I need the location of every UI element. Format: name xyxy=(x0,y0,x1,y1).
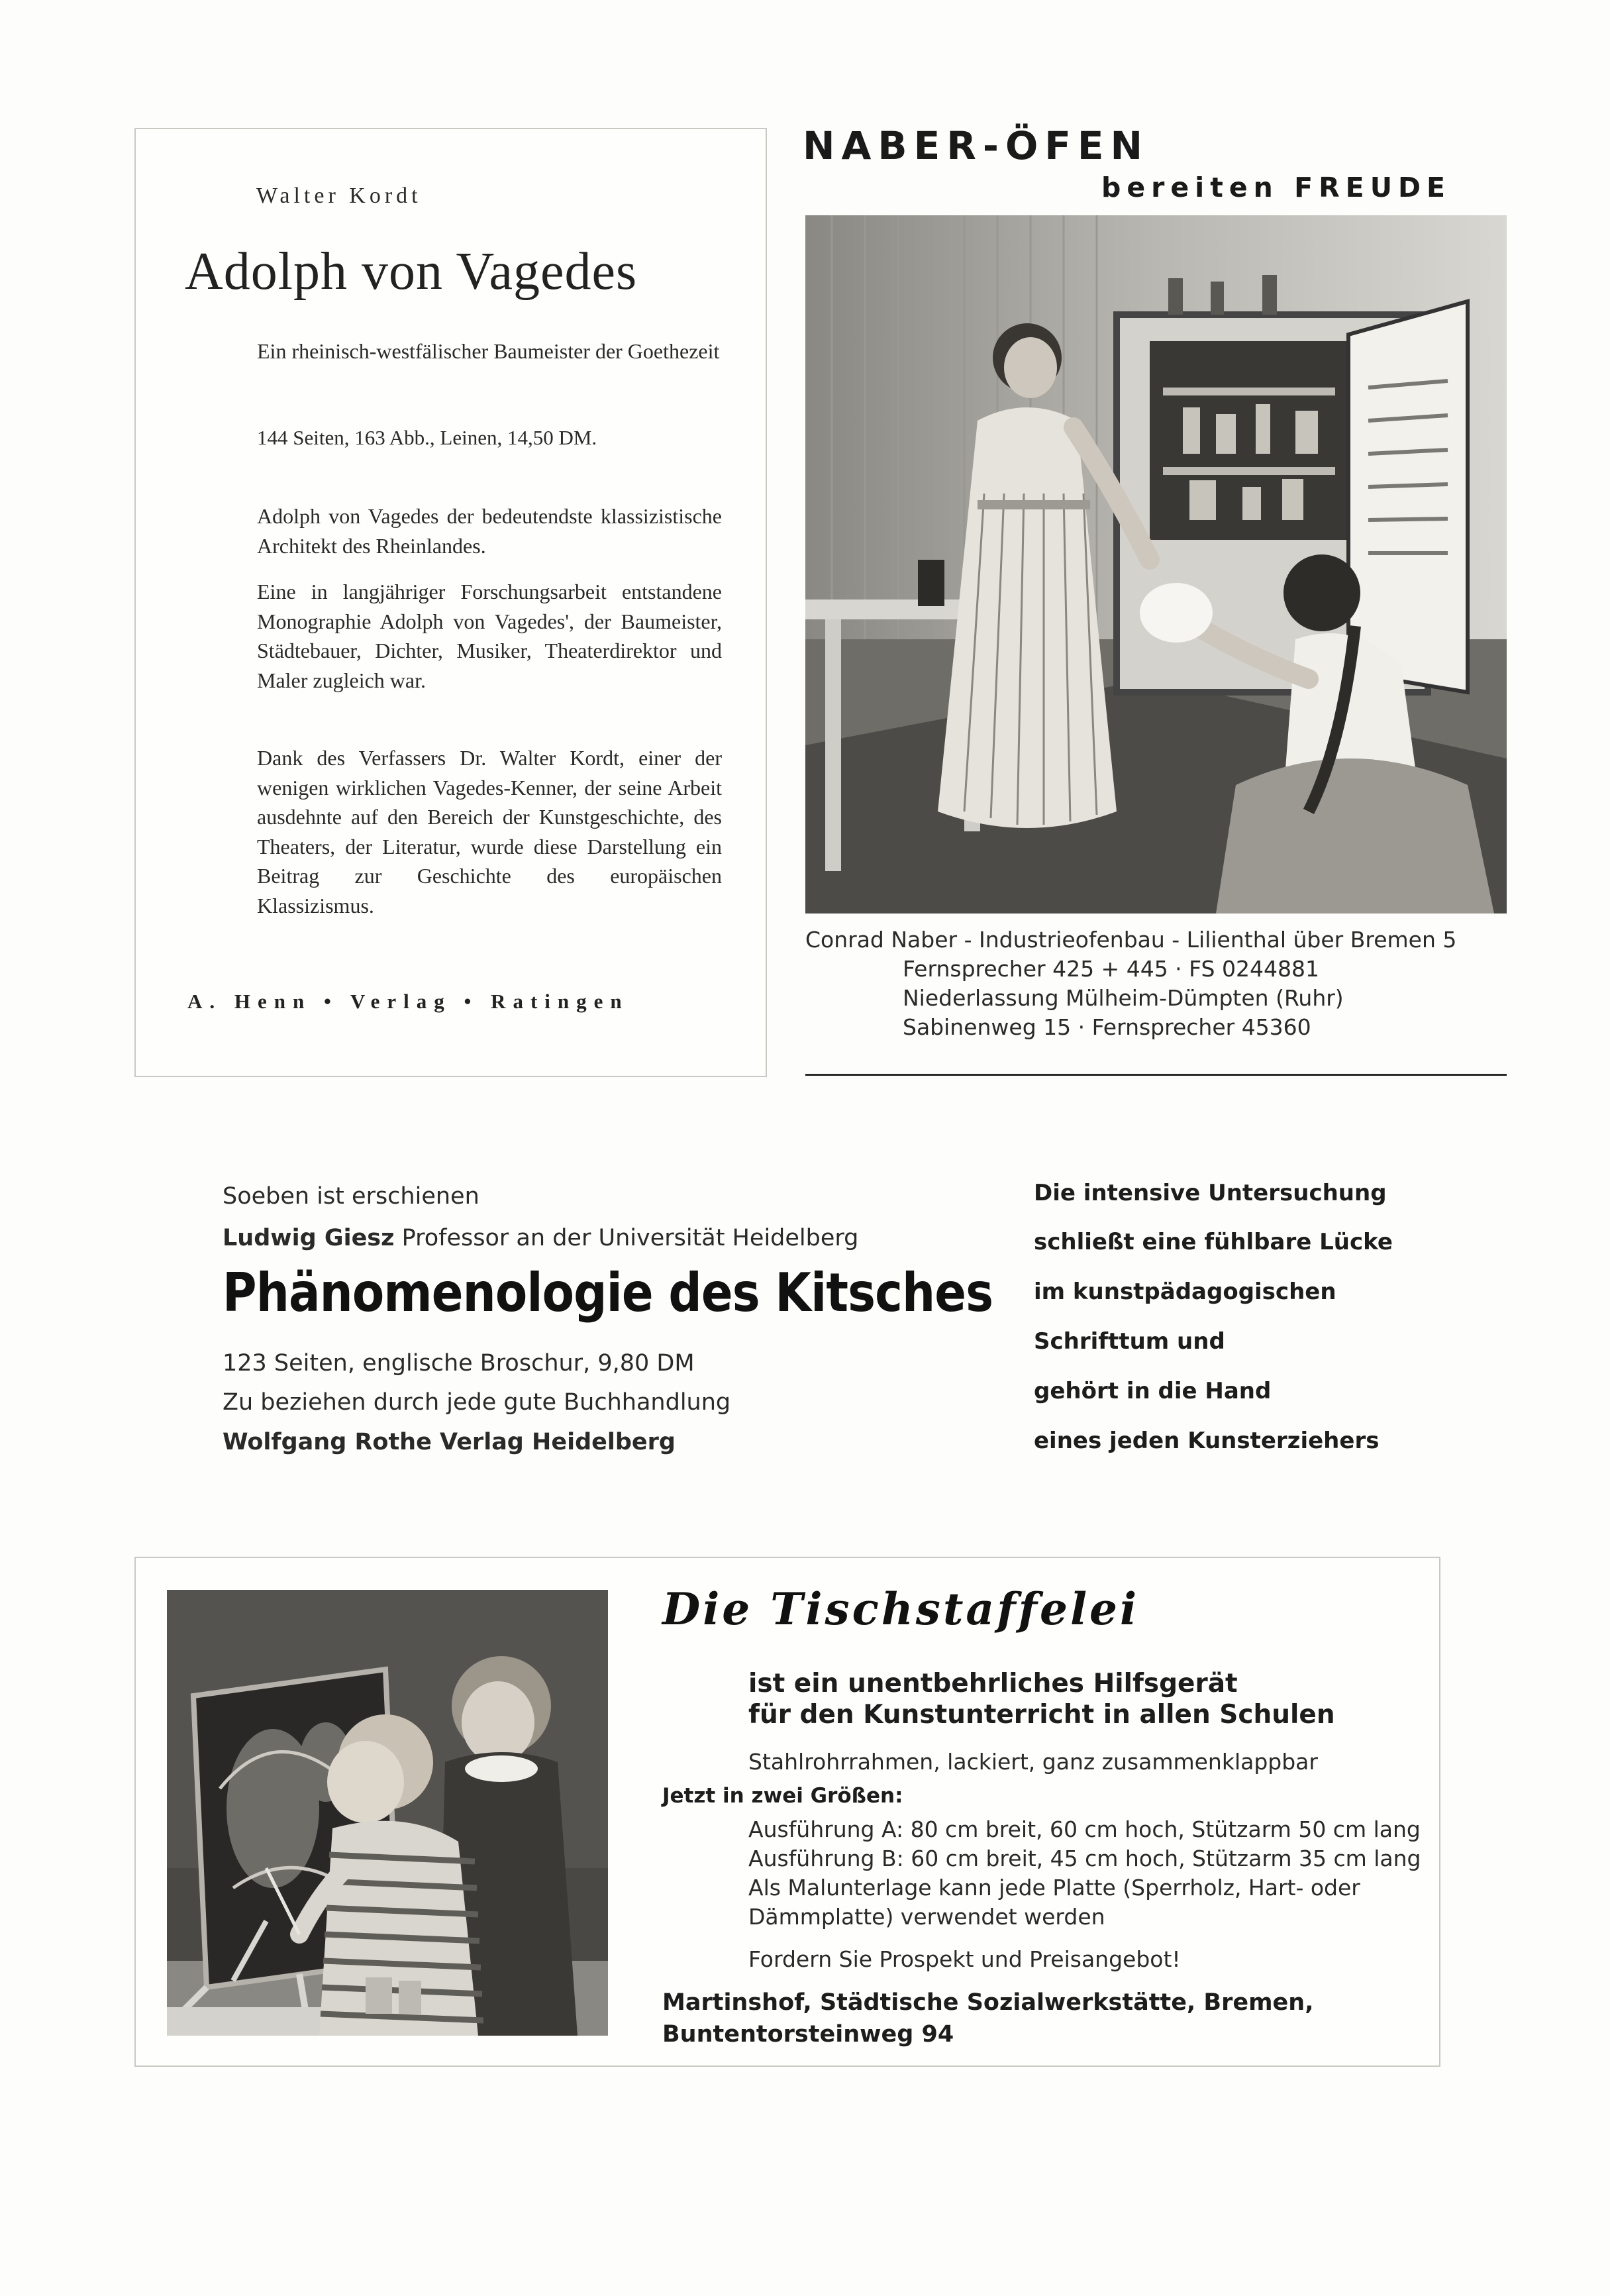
easel-photo-illustration xyxy=(167,1590,608,2036)
book-author: Walter Kordt xyxy=(256,183,422,208)
kiln-photo-illustration xyxy=(805,215,1507,913)
description-paragraph: Eine in langjähriger Forschungsarbeit entstandene Monographie Adolph von Vagedes', der Baumeister, Städtebauer, Dichter, Musiker, Theaterdirektor und Maler zugleich war. xyxy=(257,580,722,692)
giesz-side-text-line: eines jeden Kunsterziehers xyxy=(1034,1428,1380,1454)
naber-branch-line: Niederlassung Mülheim-Dümpten (Ruhr) xyxy=(903,985,1344,1011)
tisch-organization-address: Buntentorsteinweg 94 xyxy=(662,2021,954,2048)
book-subtitle: Ein rheinisch-westfälischer Baumeister der Goethezeit xyxy=(257,339,720,363)
tisch-organization: Martinshof, Städtische Sozialwerkstätte, Bremen, xyxy=(662,1989,1314,2016)
giesz-author-role: Professor an der Universität Heidelberg xyxy=(401,1225,859,1251)
book-details: 144 Seiten, 163 Abb., Leinen, 14,50 DM. xyxy=(257,426,597,449)
tisch-request: Fordern Sie Prospekt und Preisangebot! xyxy=(748,1946,1181,1972)
book-title: Adolph von Vagedes xyxy=(185,242,638,301)
giesz-author-line xyxy=(223,1225,858,1251)
easel-photo xyxy=(167,1590,608,2036)
naber-tagline: bereiten FREUDE xyxy=(1101,172,1452,203)
giesz-book-details: 123 Seiten, englische Broschur, 9,80 DM xyxy=(223,1350,695,1377)
giesz-book-title: Phänomenologie des Kitsches xyxy=(223,1262,993,1324)
giesz-side-text-line: gehört in die Hand xyxy=(1034,1378,1272,1404)
tisch-sizes-label: Jetzt in zwei Größen: xyxy=(662,1784,903,1808)
tisch-frame-info: Stahlrohrrahmen, lackiert, ganz zusammenklappbar xyxy=(748,1749,1318,1775)
publisher-line: A. Henn • Verlag • Ratingen xyxy=(187,990,629,1013)
kiln-photo xyxy=(805,215,1507,913)
naber-address-line: Conrad Naber - Industrieofenbau - Lilienthal über Bremen 5 xyxy=(805,927,1457,953)
naber-branch-address-line: Sabinenweg 15 · Fernsprecher 45360 xyxy=(903,1014,1311,1040)
description-paragraph: Adolph von Vagedes der bedeutendste klassizistische Architekt des Rheinlandes. xyxy=(257,504,722,558)
giesz-author-name: Ludwig Giesz xyxy=(223,1225,395,1251)
giesz-side-text-line: im kunstpädagogischen xyxy=(1034,1278,1336,1305)
giesz-publisher: Wolfgang Rothe Verlag Heidelberg xyxy=(223,1429,676,1455)
divider xyxy=(805,1074,1507,1076)
kordt-advertisement xyxy=(134,128,767,1077)
tisch-headline: ist ein unentbehrliches Hilfsgerät xyxy=(748,1669,1238,1698)
tischstaffelei-advertisement xyxy=(134,1557,1440,2067)
giesz-side-text-line: schließt eine fühlbare Lücke xyxy=(1034,1229,1393,1255)
naber-headline: NABER-ÖFEN xyxy=(803,123,1150,168)
tisch-version-b: Ausführung B: 60 cm breit, 45 cm hoch, Stützarm 35 cm lang xyxy=(748,1846,1421,1871)
naber-phone-line: Fernsprecher 425 + 445 · FS 0244881 xyxy=(903,956,1319,982)
tischstaffelei-title: Die Tischstaffelei xyxy=(662,1583,1140,1635)
tisch-version-a: Ausführung A: 80 cm breit, 60 cm hoch, Stützarm 50 cm lang xyxy=(748,1816,1421,1842)
giesz-side-text-line: Die intensive Untersuchung xyxy=(1034,1180,1387,1206)
giesz-side-text-line: Schrifttum und xyxy=(1034,1328,1225,1355)
giesz-availability: Zu beziehen durch jede gute Buchhandlung xyxy=(223,1389,731,1416)
tisch-headline: für den Kunstunterricht in allen Schulen xyxy=(748,1700,1335,1730)
tisch-painting-surface: Als Malunterlage kann jede Platte (Sperrholz, Hart- oder Dämmplatte) verwendet werden xyxy=(748,1875,1360,1930)
giesz-intro: Soeben ist erschienen xyxy=(223,1183,479,1210)
description-paragraph: Dank des Verfassers Dr. Walter Kordt, einer der wenigen wirklichen Vagedes-Kenner, der seine Arbeit ausdehnte auf den Bereich der Kunstgeschichte, des Theaters, der Literatur, wurde diese Darstellung ein Beitrag zur Geschichte des europäischen Klassizismus. xyxy=(257,746,722,917)
